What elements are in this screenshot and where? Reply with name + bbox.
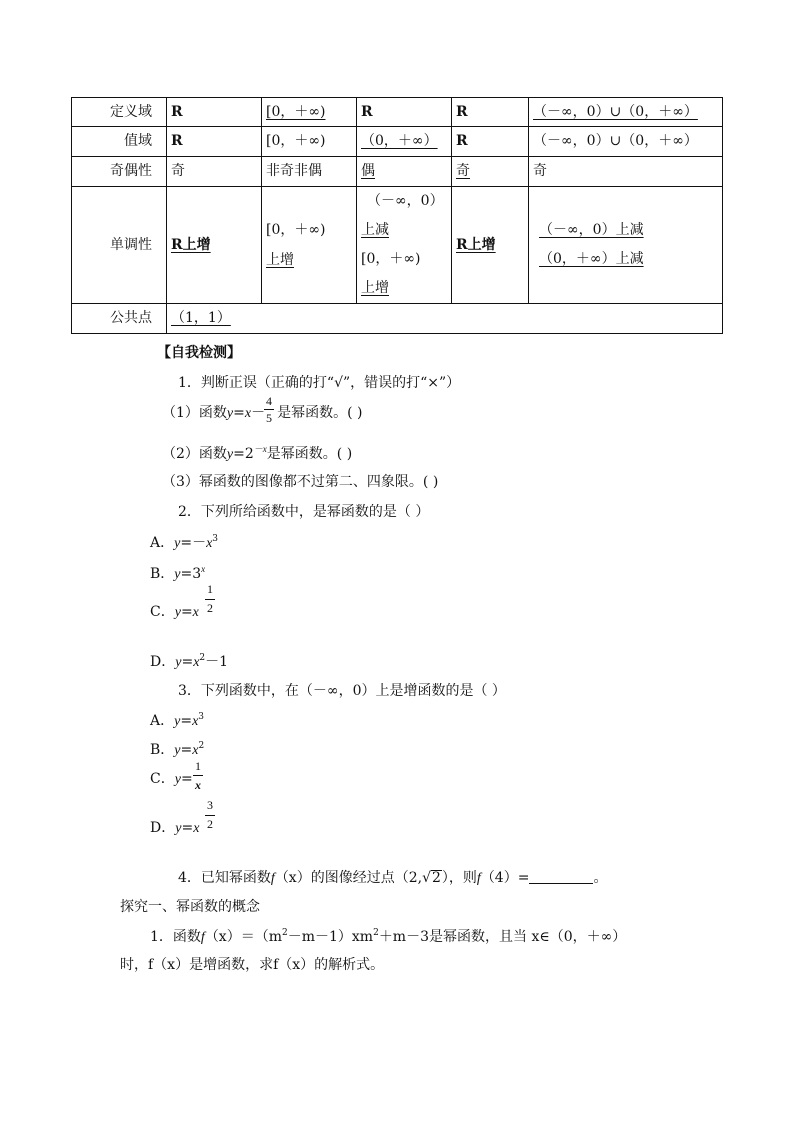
text: 是幂函数。( ) [277,405,363,421]
numerator: 1 [207,582,213,596]
row-label-common-point: 公共点 [72,304,167,334]
row-label-monotonicity: 单调性 [72,187,167,304]
exponent: 2 [373,928,379,938]
table-cell: 偶 [357,157,452,187]
var-x: x [193,655,200,670]
var-x: x [192,743,199,758]
q2-option-c [150,605,199,620]
cell-text: 上减 [361,222,389,238]
exponent: －x [253,444,267,454]
table-cell: 非奇非偶 [262,157,357,187]
table-row [72,98,723,127]
text: ），则 [441,870,477,886]
option-label: D． [150,820,176,836]
exponent: 2 [281,928,288,938]
table-cell: R [167,98,262,127]
numerator: 1 [195,759,201,773]
sqrt-argument: 2 [432,870,441,886]
q1-stem: 1．判断正误（正确的打“√”，错误的打“×”） [178,375,461,391]
row-label-range: 值域 [72,127,167,157]
table-cell: （－∞，0）∪（0，＋∞） [529,127,723,157]
text: = [180,771,193,787]
option-label: C． [150,771,175,787]
table-cell [452,187,529,304]
text: 1．函数 [150,929,201,945]
text: 4．已知幂函数 [178,870,271,886]
q2-option-b [150,565,205,582]
table-cell: 奇 [167,157,262,187]
text: = [181,654,194,670]
var-f: f [270,871,275,886]
q2-stem: 2．下列所给函数中，是幂函数的是（ ） [178,504,430,520]
option-label: D． [150,654,176,670]
exponent: 2 [199,653,206,663]
option-label: B． [150,566,175,582]
text: =－ [180,535,207,551]
table-cell: R [357,98,452,127]
table-cell: （0，＋∞） [357,127,452,157]
cell-text: 上增 [361,280,389,296]
text: （x） [274,870,311,886]
text: =3 [180,566,202,582]
cell-text: [0，＋∞) [361,251,421,267]
cell-text: 上增 [266,252,294,268]
table-cell: （－∞，0）∪（0，＋∞） [529,98,723,127]
row-label-parity: 奇偶性 [72,157,167,187]
var-y: y [226,447,234,462]
exponent: 3 [212,534,219,544]
text: 是幂函数。( ) [266,446,353,462]
var-y: y [174,743,181,758]
exponent: 2 [198,741,205,751]
table-cell: [0，＋∞) [262,127,357,157]
table-cell [357,187,452,304]
var-x: x [206,536,213,551]
var-x: x [192,605,199,620]
cell-text: （－∞，0）上减 [539,222,644,238]
var-f: f [200,930,205,945]
q3-stem: 3．下列函数中，在（－∞，0）上是增函数的是（ ） [178,683,506,699]
text: = [180,713,193,729]
fraction-4-5 [264,395,274,425]
table-row [72,187,723,304]
text: － [251,405,266,421]
var-f: f [476,871,481,886]
q1-part3: （3）幂函数的图像都不过第二、四象限。( ) [162,474,439,490]
answer-blank [529,871,593,884]
text: = [233,405,245,421]
var-y: y [174,536,181,551]
text: = [180,604,193,620]
table-cell [529,187,723,304]
denominator: 5 [266,411,272,425]
q3-option-d [150,821,199,836]
table-row [72,157,723,187]
table-cell [167,304,723,334]
q2-option-a [150,535,218,551]
q3-option-b [150,742,204,758]
var-x: x [244,406,252,421]
table-cell: R [167,127,262,157]
fraction-1-x [193,760,203,796]
self-check-heading: 【自我检测】 [157,345,241,361]
var-y: y [174,714,181,729]
text: 的图像经过点（2, [310,870,423,886]
table-cell [167,187,262,304]
table-cell: R [452,127,529,157]
cell-text: （0，＋∞）上减 [539,251,644,267]
q1-part2 [162,445,352,462]
option-label: A． [150,713,175,729]
var-y: y [226,406,234,421]
table-cell: 奇 [452,157,529,187]
var-x: x [193,821,200,836]
numerator: 4 [266,394,272,408]
var-y: y [175,655,182,670]
q1-part1 [162,406,362,421]
text: ＋m－3是幂函数，且当 x∈（0，＋∞） [378,929,627,945]
power-function-properties-table [71,97,723,334]
fraction-3-2 [205,799,215,835]
table-cell [262,187,357,304]
fraction-1-2 [205,583,215,619]
denominator: 2 [207,817,213,831]
text: = [181,820,194,836]
var-x: x [192,714,199,729]
q2-option-d [150,654,228,670]
denominator: 2 [207,601,213,615]
row-label-domain: 定义域 [72,98,167,127]
cell-text: [0，＋∞) [266,222,326,238]
cell-text: （1，1） [171,310,231,327]
q3-option-c [150,772,193,787]
cell-text: R上增 [171,236,211,253]
q3-option-a [150,713,204,729]
var-y: y [175,821,182,836]
fraction-bar [205,599,215,600]
explore-q1-line1 [150,929,626,945]
explore-heading: 探究一、幂函数的概念 [120,899,260,915]
q4-stem [178,870,607,886]
text: （2）函数 [162,446,227,462]
text: （x）＝（m [204,929,282,945]
text: 。 [593,870,608,886]
text: = [180,742,193,758]
table-cell: [0，＋∞) [262,98,357,127]
text: －1 [205,654,229,670]
var-y: y [174,772,181,787]
text: （1）函数 [162,405,227,421]
option-label: C． [150,604,175,620]
cell-text: R上增 [456,236,496,253]
numerator: 3 [207,798,213,812]
var-y: y [174,567,181,582]
fraction-bar [264,409,274,410]
explore-q1-line2: 时，f（x）是增函数，求f（x）的解析式。 [120,957,385,973]
exponent: 3 [198,712,205,722]
table-cell: 奇 [529,157,723,187]
text: －m－1）xm [287,929,374,945]
table-row [72,304,723,334]
text: （4）= [480,870,530,886]
table-row [72,127,723,157]
table-cell: R [452,98,529,127]
exponent: x [201,564,206,574]
denominator: x [195,778,201,792]
cell-text: （－∞，0） [367,193,444,209]
sqrt-icon: √ [422,870,431,886]
option-label: A． [150,535,175,551]
option-label: B． [150,742,175,758]
var-y: y [174,605,181,620]
fraction-bar [193,775,203,776]
text: =2 [233,446,254,462]
fraction-bar [205,815,215,816]
